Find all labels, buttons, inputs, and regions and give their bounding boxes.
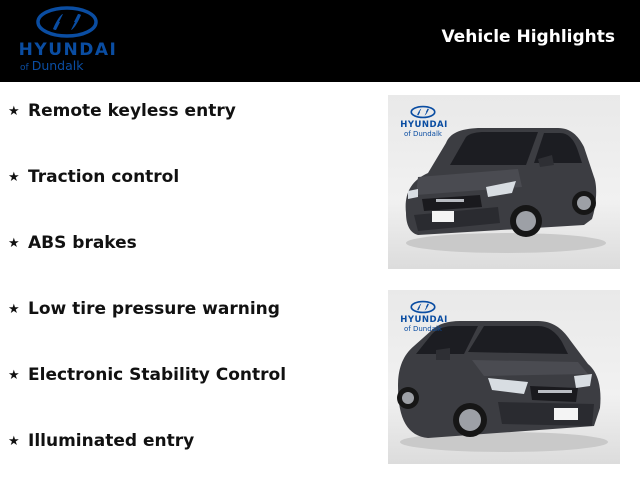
feature-label: Remote keyless entry: [28, 101, 236, 121]
dealer-name: [20, 58, 83, 73]
photo-brand: HYUNDAI: [400, 120, 448, 130]
star-icon: ★: [8, 235, 20, 251]
photo-brand: HYUNDAI: [400, 315, 448, 325]
star-icon: ★: [8, 169, 20, 185]
dealer-prefix: of: [20, 63, 29, 73]
star-icon: ★: [8, 103, 20, 119]
brand-wordmark: HYUNDAI: [18, 40, 118, 60]
feature-label: ABS brakes: [28, 233, 137, 253]
feature-item: [8, 362, 286, 388]
feature-label: Illuminated entry: [28, 431, 195, 451]
feature-label: Traction control: [28, 167, 180, 187]
star-icon: ★: [8, 367, 20, 383]
feature-label: Low tire pressure warning: [28, 299, 280, 319]
star-icon: ★: [8, 433, 20, 449]
dealer-logo[interactable]: [14, 6, 122, 76]
vehicle-photo-side[interactable]: [388, 290, 620, 464]
vehicle-photo-front[interactable]: [388, 95, 620, 269]
header-bar: [0, 0, 640, 82]
feature-label: Electronic Stability Control: [28, 365, 287, 385]
photo-dealer: of Dundalk: [404, 325, 442, 333]
hyundai-emblem-icon: [410, 300, 436, 314]
photo-dealer: of Dundalk: [404, 130, 442, 138]
feature-item: [8, 296, 280, 322]
dealer-city: Dundalk: [31, 58, 84, 73]
feature-item: [8, 164, 179, 190]
star-icon: ★: [8, 301, 20, 317]
hyundai-emblem-icon: [36, 6, 98, 38]
page-title: Vehicle Highlights: [441, 27, 615, 47]
photo-dealer-logo: [396, 105, 452, 141]
feature-item: [8, 230, 137, 256]
photo-dealer-logo: [396, 300, 452, 336]
feature-item: [8, 428, 194, 454]
feature-item: [8, 98, 236, 124]
hyundai-emblem-icon: [410, 105, 436, 119]
